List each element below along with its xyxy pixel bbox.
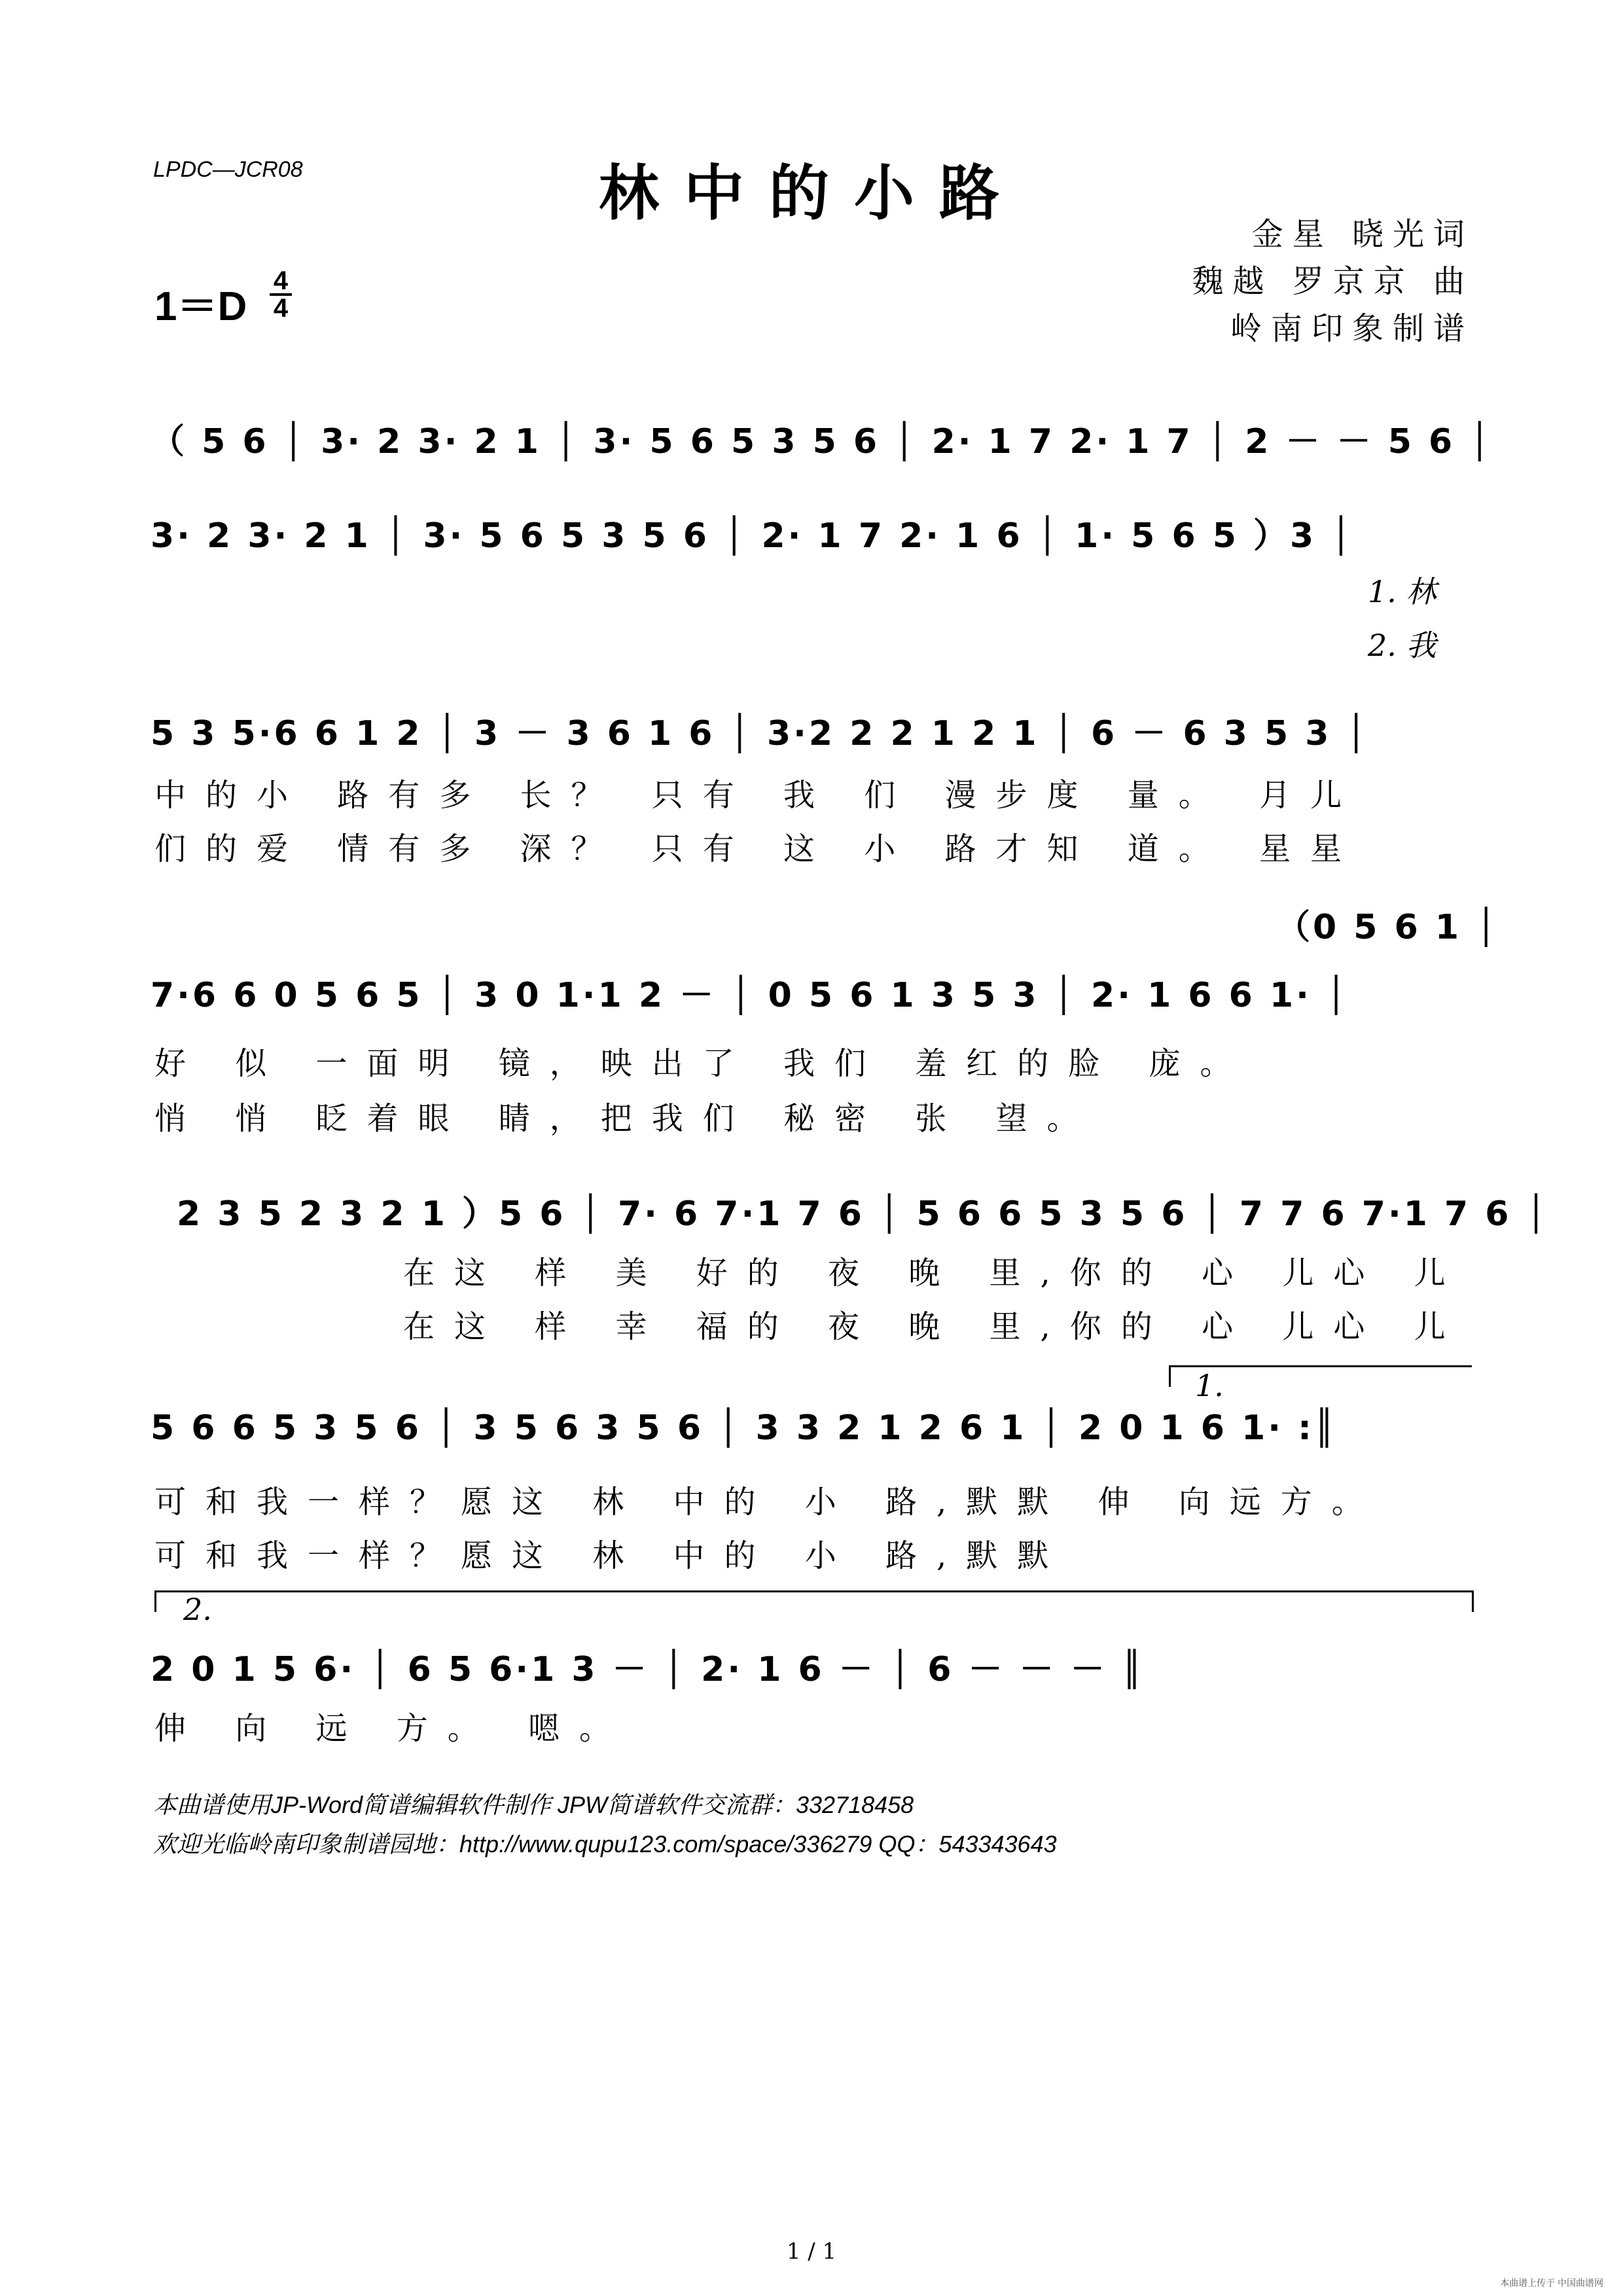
catalog-id: LPDC—JCR08 xyxy=(153,157,303,182)
system-7-lyrics: 伸 向 远 方。 嗯。 xyxy=(154,1710,631,1747)
key-signature: 1＝D xyxy=(154,284,247,329)
credits xyxy=(1192,211,1474,352)
system-7-notes: 2 0 1 5 6· │ 6 5 6·1 3 － │ 2· 1 6 － │ 6 － － － ║ xyxy=(151,1650,1145,1689)
site-watermark: 本曲谱上传于 中国曲谱网 xyxy=(1500,2278,1603,2288)
arranger: 岭南印象制谱 xyxy=(1230,310,1474,347)
page-number: 1 / 1 xyxy=(786,2238,837,2265)
system-6-notes: 5 6 6 5 3 5 6 │ 3 5 6 3 5 6 │ 3 3 2 1 2 6 1 │ 2 0 1 6 1· :║ xyxy=(151,1408,1338,1448)
footer-software-note: 本曲谱使用JP-Word简谱编辑软件制作 JPW简谱软件交流群：332718458 xyxy=(153,1791,914,1818)
ending-1-label: 1. xyxy=(1195,1368,1224,1403)
system-4-prelude: （0 5 6 1 │ xyxy=(1276,908,1499,947)
system-4-lyrics-verse-1: 好 似 一面明 镜，映出了 我们 羞红的脸 庞。 xyxy=(154,1045,1251,1082)
system-1-notes: （ 5 6 │ 3· 2 3· 2 1 │ 3· 5 6 5 3 5 6 │ 2· 1 7 2· 1 7 │ 2 － － 5 6 │ xyxy=(151,422,1493,461)
footer-website-note: 欢迎光临岭南印象制谱园地：http://www.qupu123.com/space/336279 QQ：543343643 xyxy=(153,1831,1057,1857)
time-signature-bottom: 4 xyxy=(273,294,289,323)
system-3-lyrics-verse-1: 中的小 路有多 长？ 只有 我 们 漫步度 量。 月儿 xyxy=(154,777,1362,814)
system-4-notes: 7·6 6 0 5 6 5 │ 3 0 1·1 2 － │ 0 5 6 1 3 5 3 │ 2· 1 6 6 1· │ xyxy=(151,976,1349,1015)
system-4-lyrics-verse-2: 悄 悄 眨着眼 睛，把我们 秘密 张 望。 xyxy=(154,1100,1098,1137)
time-signature xyxy=(270,268,292,321)
system-5-lyrics-verse-1: 在这 样 美 好的 夜 晚 里,你的 心 儿心 儿 xyxy=(403,1255,1465,1291)
system-3-lyrics-verse-2: 们的爱 情有多 深？ 只有 这 小 路才知 道。 星星 xyxy=(154,831,1362,867)
system-2-notes: 3· 2 3· 2 1 │ 3· 5 6 5 3 5 6 │ 2· 1 7 2· 1 6 │ 1· 5 6 5 ）3 │ xyxy=(151,516,1354,556)
system-3-notes: 5 3 5·6 6 1 2 │ 3 － 3 6 1 6 │ 3·2 2 2 1 2 1 │ 6 － 6 3 5 3 │ xyxy=(151,714,1369,753)
verse-mark-2: 2. 我 xyxy=(1368,628,1436,663)
verse-mark-1: 1. 林 xyxy=(1368,574,1436,609)
composer: 魏越 罗京京 曲 xyxy=(1192,263,1474,300)
song-title: 林中的小路 xyxy=(598,158,1024,228)
ending-2-label: 2. xyxy=(183,1592,212,1627)
system-6-lyrics-verse-1: 可和我一样？愿这 林 中的 小 路,默默 伸 向远方。 xyxy=(154,1484,1383,1520)
ending-2-bracket xyxy=(154,1590,1474,1612)
system-6-lyrics-verse-2: 可和我一样？愿这 林 中的 小 路,默默 xyxy=(154,1537,1069,1574)
time-signature-top: 4 xyxy=(273,266,289,295)
system-5-notes: 2 3 5 2 3 2 1 ）5 6 │ 7· 6 7·1 7 6 │ 5 6 6 5 3 5 6 │ 7 7 6 7·1 7 6 │ xyxy=(177,1194,1549,1234)
lyricist: 金星 晓光词 xyxy=(1251,216,1474,253)
system-5-lyrics-verse-2: 在这 样 幸 福的 夜 晚 里,你的 心 儿心 儿 xyxy=(403,1308,1465,1345)
